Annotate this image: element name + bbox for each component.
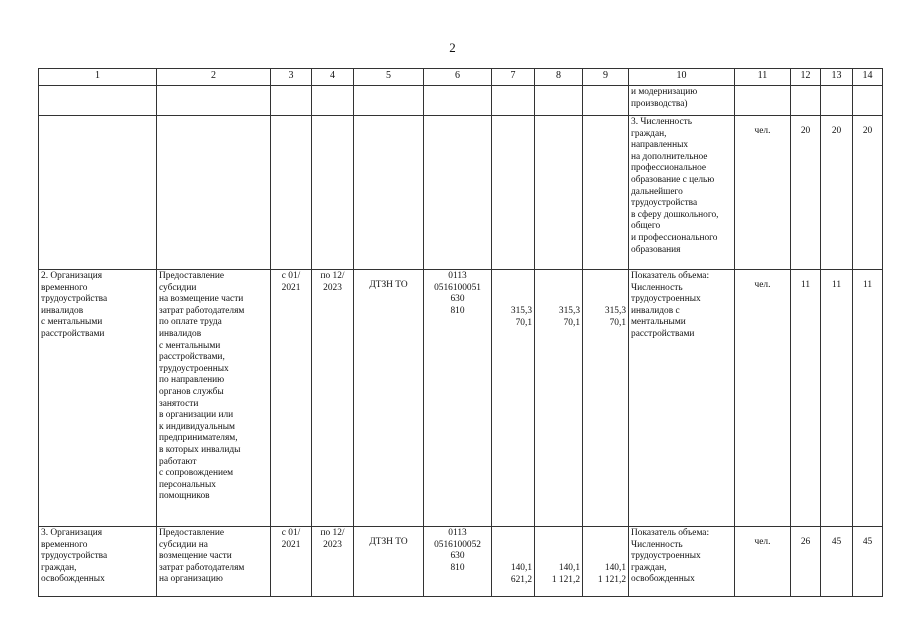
page-number: 2 bbox=[449, 40, 456, 55]
cell: и модернизацию производства) bbox=[629, 86, 735, 116]
table-row bbox=[39, 527, 883, 597]
cell bbox=[492, 116, 535, 270]
indicator-cell: Показатель объема: Численность трудоустроенных граждан, освобожденных bbox=[629, 527, 735, 597]
executor-cell: ДТЗН ТО bbox=[354, 270, 424, 527]
cell bbox=[312, 86, 354, 116]
column-header: 8 bbox=[535, 69, 583, 86]
value-cell: 20 bbox=[853, 116, 883, 270]
cell bbox=[492, 86, 535, 116]
measure-name-cell: 2. Организация временного трудоустройства инвалидов с ментальными расстройствами bbox=[39, 270, 157, 527]
value-cell: 20 bbox=[821, 116, 853, 270]
column-header: 5 bbox=[354, 69, 424, 86]
cell bbox=[791, 86, 821, 116]
cell bbox=[424, 86, 492, 116]
budget-code-cell: 0113 0516100052 630 810 bbox=[424, 527, 492, 597]
cell bbox=[535, 116, 583, 270]
unit-cell: чел. bbox=[735, 116, 791, 270]
column-header: 4 bbox=[312, 69, 354, 86]
amount-cell: 315,3 70,1 bbox=[492, 270, 535, 527]
cell bbox=[535, 86, 583, 116]
column-header: 12 bbox=[791, 69, 821, 86]
value-cell: 45 bbox=[821, 527, 853, 597]
column-header: 13 bbox=[821, 69, 853, 86]
cell bbox=[424, 116, 492, 270]
unit-cell: чел. bbox=[735, 270, 791, 527]
column-header: 11 bbox=[735, 69, 791, 86]
indicator-cell: Показатель объема: Численность трудоустроенных инвалидов с ментальными расстройствами bbox=[629, 270, 735, 527]
amount-cell: 315,3 70,1 bbox=[535, 270, 583, 527]
cell bbox=[312, 116, 354, 270]
cell bbox=[583, 86, 629, 116]
unit-cell: чел. bbox=[735, 527, 791, 597]
end-date-cell: по 12/ 2023 bbox=[312, 270, 354, 527]
column-header: 9 bbox=[583, 69, 629, 86]
table-row bbox=[39, 270, 883, 527]
cell bbox=[157, 86, 271, 116]
column-header: 3 bbox=[271, 69, 312, 86]
value-cell: 11 bbox=[853, 270, 883, 527]
amount-cell: 140,1 621,2 bbox=[492, 527, 535, 597]
start-date-cell: с 01/ 2021 bbox=[271, 527, 312, 597]
column-header: 2 bbox=[157, 69, 271, 86]
measure-description-cell: Предоставление субсидии на возмещение части затрат работодателям на организацию bbox=[157, 527, 271, 597]
budget-code-cell: 0113 0516100051 630 810 bbox=[424, 270, 492, 527]
column-header: 6 bbox=[424, 69, 492, 86]
cell bbox=[354, 116, 424, 270]
column-header: 14 bbox=[853, 69, 883, 86]
cell bbox=[583, 116, 629, 270]
value-cell: 20 bbox=[791, 116, 821, 270]
amount-cell: 315,3 70,1 bbox=[583, 270, 629, 527]
cell bbox=[271, 86, 312, 116]
cell bbox=[354, 86, 424, 116]
cell bbox=[39, 86, 157, 116]
executor-cell: ДТЗН ТО bbox=[354, 527, 424, 597]
measure-name-cell: 3. Организация временного трудоустройства граждан, освобожденных bbox=[39, 527, 157, 597]
start-date-cell: с 01/ 2021 bbox=[271, 270, 312, 527]
program-table bbox=[38, 68, 883, 597]
table-row bbox=[39, 116, 883, 270]
value-cell: 26 bbox=[791, 527, 821, 597]
cell bbox=[271, 116, 312, 270]
column-header: 10 bbox=[629, 69, 735, 86]
column-header: 7 bbox=[492, 69, 535, 86]
end-date-cell: по 12/ 2023 bbox=[312, 527, 354, 597]
amount-cell: 140,1 1 121,2 bbox=[583, 527, 629, 597]
cell bbox=[735, 86, 791, 116]
measure-description-cell: Предоставление субсидии на возмещение части затрат работодателям по оплате труда инвалидов с ментальными расстройствами, трудоустроенных по направлению органов службы занятости в организации или к индивидуальным предпринимателям, в которых инвалиды работают с сопровождением персональных помощников bbox=[157, 270, 271, 527]
column-header: 1 bbox=[39, 69, 157, 86]
cell bbox=[853, 86, 883, 116]
cell bbox=[157, 116, 271, 270]
value-cell: 45 bbox=[853, 527, 883, 597]
cell: 3. Численность граждан, направленных на дополнительное профессиональное образование с целью дальнейшего трудоустройства в сферу дошкольного, общего и профессионального образования bbox=[629, 116, 735, 270]
table-row bbox=[39, 86, 883, 116]
value-cell: 11 bbox=[821, 270, 853, 527]
cell bbox=[39, 116, 157, 270]
column-number-row bbox=[39, 69, 883, 86]
cell bbox=[821, 86, 853, 116]
value-cell: 11 bbox=[791, 270, 821, 527]
amount-cell: 140,1 1 121,2 bbox=[535, 527, 583, 597]
